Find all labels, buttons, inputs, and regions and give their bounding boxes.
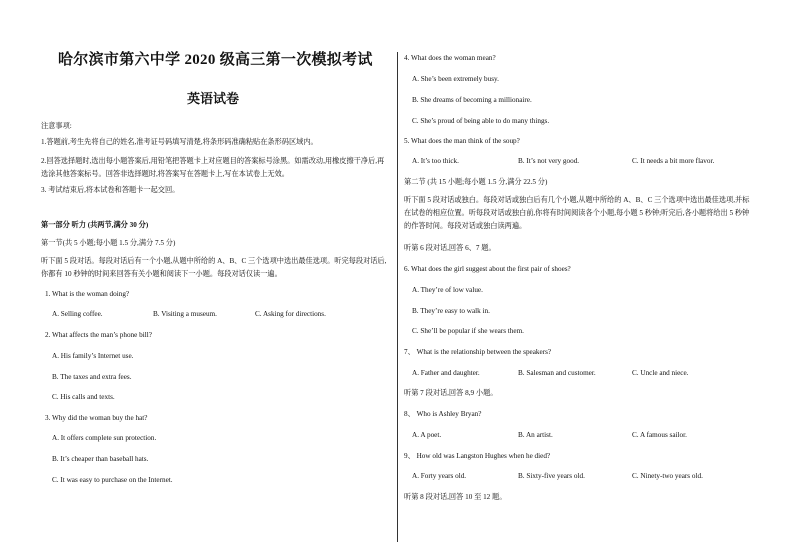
question-2: 2. What affects the man’s phone bill? <box>45 331 152 339</box>
section2-heading: 第二节 (共 15 小题;每小题 1.5 分,满分 22.5 分) <box>404 178 548 186</box>
note-item-2: 2.回答选择题时,选出每小题答案后,用铅笔把答题卡上对应题目的答案标号涂黑。如需改动,用橡皮擦干净后,再选涂其他答案标号。回答非选择题时,将答案写在答题卡上,写在本试卷上无效。 <box>41 157 385 178</box>
note-item-3: 3. 考试结束后,将本试卷和答题卡一起交回。 <box>41 186 180 194</box>
q4-option-c: C. She’s proud of being able to do many things. <box>412 117 550 125</box>
q4-option-b: B. She dreams of becoming a millionaire. <box>412 96 532 104</box>
q9-option-c: C. Ninety-two years old. <box>632 472 703 480</box>
q6-option-c: C. She’ll be popular if she wears them. <box>412 327 524 335</box>
section2-instructions: 听下面 5 段对话或独白。每段对话或独白后有几个小题,从题中所给的 A、B、C 三个选项中选出最佳选项,并标在试卷的相应位置。听每段对话或独白前,你将有时间阅读各个小题,每小题 5 秒钟;听完后,各小题将给出 5 秒钟的作答时间。每段对话或独白读两遍。 <box>404 196 750 230</box>
question-6: 6. What does the girl suggest about the first pair of shoes? <box>404 265 571 273</box>
question-7: 7、 What is the relationship between the speakers? <box>404 348 552 356</box>
part1-heading: 第一部分 听力 (共两节,满分 30 分) <box>41 221 149 229</box>
note-item-1: 1.答题前,考生先将自己的姓名,准考证号码填写清楚,将条形码准确粘贴在条形码区域内。 <box>41 138 318 146</box>
question-3: 3. Why did the woman buy the hat? <box>45 414 148 422</box>
listen-instruction-6: 听第 6 段对话,回答 6、7 题。 <box>404 244 496 252</box>
question-5: 5. What does the man think of the soup? <box>404 137 520 145</box>
listen-instruction-7: 听第 7 段对话,回答 8,9 小题。 <box>404 389 498 397</box>
question-8: 8、 Who is Ashley Bryan? <box>404 410 482 418</box>
page-subtitle: 英语试卷 <box>187 91 240 106</box>
q3-option-b: B. It’s cheaper than baseball hats. <box>52 455 149 463</box>
q8-option-a: A. A poet. <box>412 431 442 439</box>
q1-option-c: C. Asking for directions. <box>255 310 326 318</box>
question-9: 9、 How old was Langston Hughes when he died? <box>404 452 551 460</box>
q6-option-a: A. They’re of low value. <box>412 286 483 294</box>
q7-option-c: C. Uncle and niece. <box>632 369 689 377</box>
q7-option-b: B. Salesman and customer. <box>518 369 596 377</box>
q2-option-c: C. His calls and texts. <box>52 393 115 401</box>
q1-option-b: B. Visiting a museum. <box>153 310 217 318</box>
q3-option-c: C. It was easy to purchase on the Internet. <box>52 476 173 484</box>
q2-option-b: B. The taxes and extra fees. <box>52 373 132 381</box>
q5-option-b: B. It’s not very good. <box>518 157 580 165</box>
notes-heading: 注意事项: <box>41 122 72 130</box>
q2-option-a: A. His family’s Internet use. <box>52 352 134 360</box>
q1-option-a: A. Selling coffee. <box>52 310 103 318</box>
q4-option-a: A. She’s been extremely busy. <box>412 75 499 83</box>
q9-option-b: B. Sixty-five years old. <box>518 472 585 480</box>
q8-option-c: C. A famous sailor. <box>632 431 687 439</box>
q9-option-a: A. Forty years old. <box>412 472 467 480</box>
q5-option-a: A. It’s too thick. <box>412 157 459 165</box>
section1-instructions: 听下面 5 段对话。每段对话后有一个小题,从题中所给的 A、B、C 三个选项中选出最佳选项。听完每段对话后,你都有 10 秒钟的时间来回答有关小题和阅读下一小题。每段对话仅读一遍。 <box>41 257 387 278</box>
page-title: 哈尔滨市第六中学 2020 级高三第一次模拟考试 <box>58 52 373 68</box>
question-4: 4. What does the woman mean? <box>404 54 496 62</box>
section1-heading: 第一节(共 5 小题;每小题 1.5 分,满分 7.5 分) <box>41 239 176 247</box>
column-divider <box>397 52 398 542</box>
q5-option-c: C. It needs a bit more flavor. <box>632 157 715 165</box>
q8-option-b: B. An artist. <box>518 431 553 439</box>
q6-option-b: B. They’re easy to walk in. <box>412 307 490 315</box>
question-1: 1. What is the woman doing? <box>45 290 130 298</box>
q3-option-a: A. It offers complete sun protection. <box>52 434 157 442</box>
q7-option-a: A. Father and daughter. <box>412 369 480 377</box>
listen-instruction-8: 听第 8 段对话,回答 10 至 12 题。 <box>404 493 507 501</box>
